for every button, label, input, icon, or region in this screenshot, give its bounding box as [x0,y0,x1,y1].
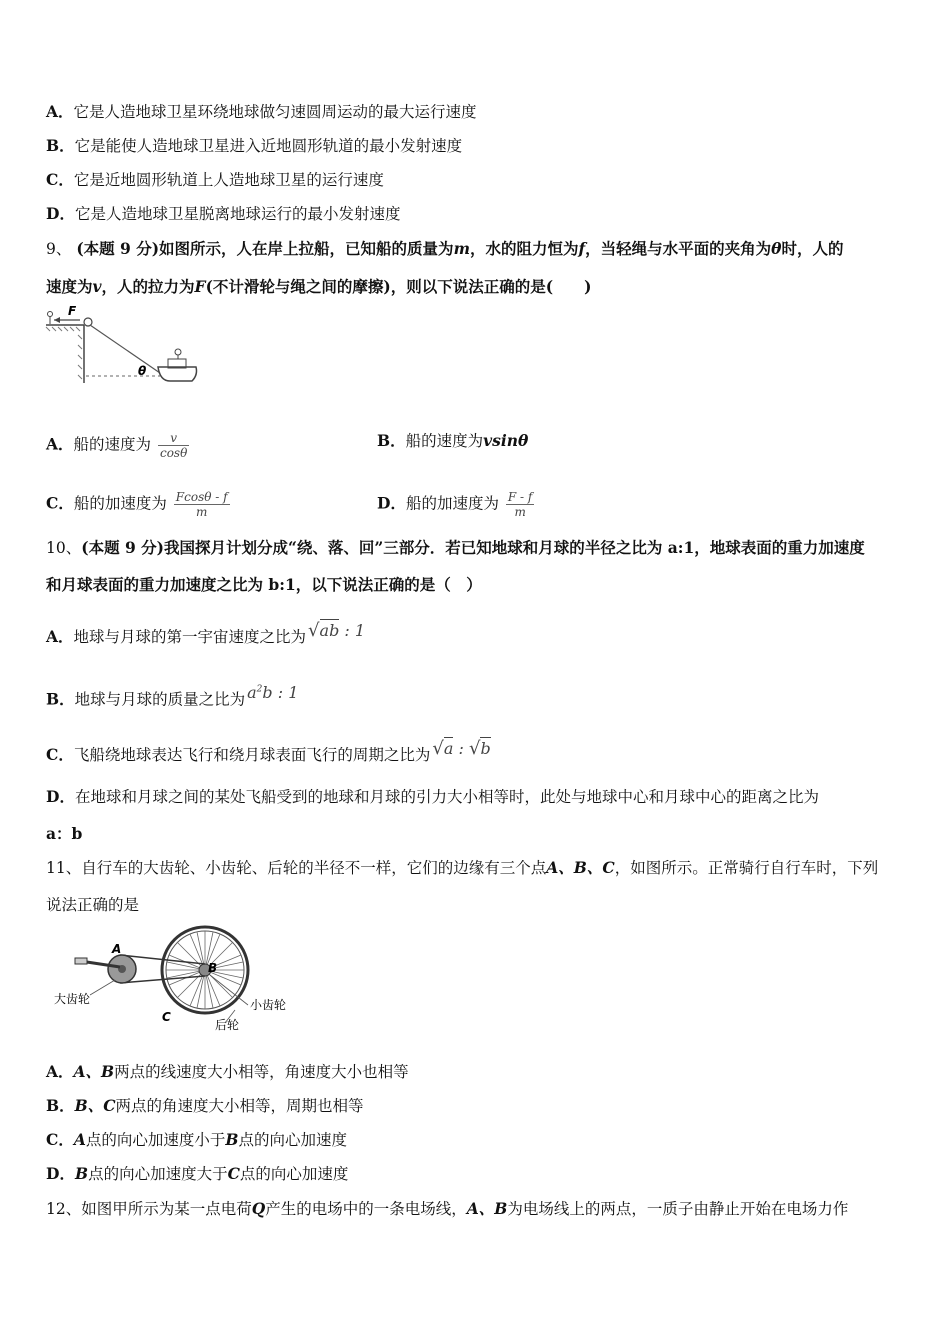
q9-stem-line2: 速度为v，人的拉力为F(不计滑轮与绳之间的摩擦)，则以下说法正确的是( ) [46,277,592,296]
q9-option-b: B．船的速度为vsinθ [377,431,529,450]
q10-option-a: A．地球与月球的第一宇宙速度之比为 √ab : 1 [46,620,366,646]
q10-option-c: C．飞船绕地球表达飞行和绕月球表面飞行的周期之比为 √a : √b [46,738,491,764]
q9-boat-figure [40,305,210,395]
rear-wheel-icon [162,927,248,1013]
q8-option-a: A．它是人造地球卫星环绕地球做匀速圆周运动的最大运行速度 [46,102,477,121]
q12-stem-line1: 12、如图甲所示为某一点电荷Q产生的电场中的一条电场线，A、B为电场线上的两点，一质子由静止开始在电场力作 [46,1199,849,1218]
big-gear-icon [108,955,136,983]
q10-option-d-cont: a：b [46,824,83,843]
q11-option-a: A．A、B两点的线速度大小相等，角速度大小也相等 [46,1062,409,1081]
q9-d-fraction: $\frac{F - f}{m}$ [507,490,533,519]
q10-option-d: D．在地球和月球之间的某处飞船受到的地球和月球的引力大小相等时，此处与地球中心和月球中心的距离之比为 [46,787,819,806]
q11-option-d: D．B点的向心加速度大于C点的向心加速度 [46,1164,349,1183]
svg-text:大齿轮: 大齿轮 [54,992,91,1006]
q9-c-fraction: $\frac{Fcos\theta - f}{m}$ [175,490,228,519]
svg-text:C: C [162,1010,171,1024]
q10-c-expression: √a : √b [432,738,491,759]
q9-option-a: A．船的速度为 $\frac{v}{\cos\theta}$ [46,431,188,460]
q9-option-c: C．船的加速度为 $\frac{Fcos\theta - f}{m}$ [46,490,228,519]
q8-option-c: C．它是近地圆形轨道上人造地球卫星的运行速度 [46,170,384,189]
svg-text:B: B [208,961,218,975]
q11-option-b: B．B、C两点的角速度大小相等，周期也相等 [46,1096,364,1115]
q9-stem-line1: 9、 (本题 9 分)如图所示，人在岸上拉船，已知船的质量为m，水的阻力恒为f，当轻绳与水平面的夹角为θ时，人的 [46,239,844,258]
q9-option-d: D．船的加速度为 $\frac{F - f}{m}$ [377,490,533,519]
svg-text:θ: θ [138,364,147,378]
svg-text:F: F [68,305,77,318]
pulley-icon [84,318,92,326]
q8-option-d: D．它是人造地球卫星脱离地球运行的最小发射速度 [46,204,401,223]
boat-icon [158,349,197,381]
q9-a-fraction: $\frac{v}{\cos\theta}$ [159,431,188,460]
q10-b-expression: $a^2b$ : 1 [247,683,299,703]
q10-stem-line1: 10、(本题 9 分)我国探月计划分成“绕、落、回”三部分．若已知地球和月球的半径之比为 a:1，地球表面的重力加速度 [46,538,865,557]
q8-option-b: B．它是能使人造地球卫星进入近地圆形轨道的最小发射速度 [46,136,463,155]
q11-option-c: C．A点的向心加速度小于B点的向心加速度 [46,1130,348,1149]
q11-bicycle-figure [50,925,300,1035]
person-icon [48,312,53,317]
svg-text:小齿轮: 小齿轮 [250,998,287,1012]
q11-stem-line2: 说法正确的是 [46,896,140,914]
svg-text:后轮: 后轮 [215,1018,240,1032]
q11-stem-line1: 11、自行车的大齿轮、小齿轮、后轮的半径不一样，它们的边缘有三个点A、B、C，如图所示。正常骑行自行车时，下列 [46,858,879,877]
q10-a-expression: √ab : 1 [308,620,366,641]
q10-option-b: B．地球与月球的质量之比为 $a^2b$ : 1 [46,683,299,709]
q10-stem-line2: 和月球表面的重力加速度之比为 b:1，以下说法正确的是（ ） [46,575,482,594]
svg-text:A: A [112,942,122,956]
